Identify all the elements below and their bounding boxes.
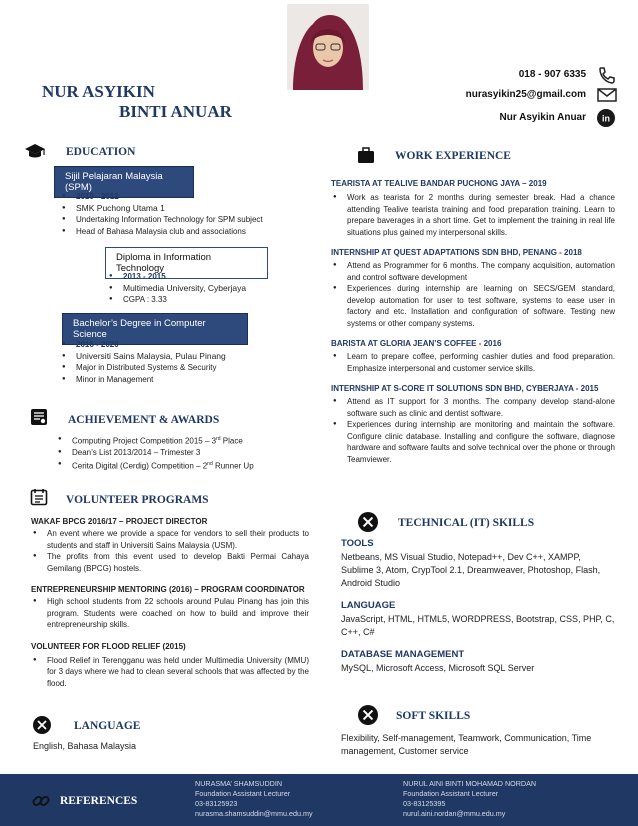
job-title: TEARISTA AT TEALIVE BANDAR PUCHONG JAYA – 2019 [331, 179, 547, 188]
job-list [331, 192, 615, 238]
language-text: English, Bahasa Malaysia [33, 741, 137, 751]
job-list [331, 351, 615, 374]
skill-group-text: JavaScript, HTML, HTML5, WORDPRESS, Bootstrap, CSS, PHP, C, C++, C# [341, 614, 615, 637]
volunteer-entry-title: WAKAF BPCG 2016/17 – PROJECT DIRECTOR [31, 517, 208, 526]
reference-role: Foundation Assistant Lecturer [403, 789, 499, 798]
graduation-cap-icon [24, 142, 46, 160]
reference-role: Foundation Assistant Lecturer [195, 789, 291, 798]
job-list [331, 260, 615, 329]
list-item: ● 2013 - 2015 [107, 271, 317, 283]
job-title: BARISTA AT GLORIA JEAN’S COFFEE - 2016 [331, 339, 502, 348]
reference-name: NURUL AINI BINTI MOHAMAD NORDAN [403, 779, 537, 788]
skill-group-text: Netbeans, MS Visual Studio, Notepad++, Dev C++, XAMPP, Sublime 3, Atom, CrypTool 2.1, Dreamweaver, Photoshop, Flash, Android Studio [341, 552, 601, 588]
job-list [331, 396, 615, 465]
reference-phone: 03-83125923 [195, 799, 238, 808]
reference-phone: 03-83125395 [403, 799, 446, 808]
language-heading: LANGUAGE [74, 720, 141, 732]
contact-phone: 018 - 907 6335 [518, 69, 586, 80]
list-item: ● Dean’s List 2013/2014 – Trimester 3 [56, 447, 316, 459]
certificate-icon [30, 408, 48, 426]
list-item: ● SMK Puchong Utama 1 [60, 203, 310, 215]
volunteer-list [31, 528, 309, 574]
list-item: ● Work as tearista for 2 months during semester break. Had a chance attending Tealive tearista training and food preparation training. Learn to prepare baverages in a short time. Get to implement the training in real life situations plus gained my interpersonal skills. [331, 192, 615, 238]
list-item: ● Major in Distributed Systems & Security [60, 362, 310, 374]
education-list-diploma [107, 271, 317, 306]
list-item: ● High school students from 22 schools around Pulau Pinang has join this program. Students were coached on how to build and improve their entrepreneurship skills. [31, 596, 309, 631]
list-item: ● Attend as Programmer for 6 months. The company acquisition, automation and control software development [331, 260, 615, 283]
tools-icon [358, 705, 376, 723]
list-item: ● Multimedia University, Cyberjaya [107, 283, 317, 295]
job-title: INTERNSHIP AT QUEST ADAPTATIONS SDN BHD, PENANG - 2018 [331, 248, 582, 257]
soft-skills-heading: SOFT SKILLS [396, 710, 471, 722]
list-item: ● Undertaking Information Technology for SPM subject [60, 214, 310, 226]
reference-card [403, 779, 536, 819]
technical-section [341, 538, 615, 675]
tools-icon [358, 512, 376, 530]
list-item: ● Minor in Management [60, 374, 310, 386]
list-item: ● Learn to prepare coffee, performing cashier duties and food preparation. Emphasize interpersonal and customer service skills. [331, 351, 615, 374]
contact-linkedin[interactable]: Nur Asyikin Anuar [499, 112, 586, 123]
skill-group-text: MySQL, Microsoft Access, Microsoft SQL Server [341, 663, 535, 673]
list-item: ● Attend as IT support for 3 months. The company develop stand-alone software such as clinic and dentist software. [331, 396, 615, 419]
list-item: ● Head of Bahasa Malaysia club and associations [60, 226, 310, 238]
briefcase-icon [357, 146, 375, 164]
list-item: ● 2016 - 2020 [60, 339, 310, 351]
list-item: ● CGPA : 3.33 [107, 294, 317, 306]
skill-group-title: DATABASE MANAGEMENT [341, 649, 465, 660]
name-first: NUR ASYIKIN [42, 82, 155, 101]
soft-skills-text: Flexibility, Self-management, Teamwork, Communication, Time management, Customer service [341, 733, 592, 756]
job-title: INTERNSHIP AT S-CORE IT SOLUTIONS SDN BHD, CYBERJAYA - 2015 [331, 384, 599, 393]
reference-email[interactable]: nurasma.shamsuddin@mmu.edu.my [195, 809, 313, 818]
phone-icon [597, 66, 617, 82]
references-heading: REFERENCES [60, 795, 138, 807]
list-item: ● Experiences during internship are monitoring and maintain the software. Configure clinic database. Installing and configure the software, diagnose hardware and software faults and solve technical over the phone or through Teamviewer. [331, 419, 615, 465]
reference-name: NURASMA’ SHAMSUDDIN [195, 779, 283, 788]
tools-icon [33, 716, 51, 734]
list-item: ● An event where we provide a space for vendors to sell their products to students and staff in Universiti Sains Malaysia (USM). [31, 528, 309, 551]
list-item: ● Computing Project Competition 2015 – 3rd Place [56, 434, 316, 447]
skill-group-title: TOOLS [341, 538, 374, 549]
list-item: ● Flood Relief in Terengganu was held under Multimedia University (MMU) for 3 days where we had to clean several schools that was affected by the flood. [31, 655, 309, 690]
envelope-icon [597, 88, 617, 104]
list-item: ● Cerita Digital (Cerdig) Competition – 2nd Runner Up [56, 459, 316, 472]
technical-heading: TECHNICAL (IT) SKILLS [398, 517, 535, 529]
list-item: ● The profits from this event used to develop Bakti Permai Cahaya Gemilang (BPCG) hostels. [31, 551, 309, 574]
calendar-checklist-icon [30, 488, 48, 506]
linkedin-icon[interactable] [597, 109, 617, 125]
work-heading: WORK EXPERIENCE [395, 150, 511, 162]
volunteer-heading: VOLUNTEER PROGRAMS [66, 494, 209, 506]
reference-email[interactable]: nurul.aini.nordan@mmu.edu.my [403, 809, 506, 818]
education-label-spm: Sijil Pelajaran Malaysia (SPM) [54, 166, 194, 198]
achievement-list [56, 434, 316, 472]
volunteer-entry-title: ENTREPRENEURSHIP MENTORING (2016) – PROGRAM COORDINATOR [31, 585, 305, 594]
list-item: ● 2010 - 2012 [60, 191, 310, 203]
contact-email[interactable]: nurasyikin25@gmail.com [465, 89, 586, 100]
link-icon [32, 792, 50, 810]
education-label-bachelor: Bachelor’s Degree in Computer Science [62, 313, 248, 345]
volunteer-list [31, 655, 309, 690]
education-list-bachelor [60, 339, 310, 385]
profile-photo [287, 4, 369, 90]
svg-text:in: in [602, 113, 610, 124]
volunteer-list [31, 596, 309, 631]
education-heading: EDUCATION [66, 146, 136, 158]
achievement-heading: ACHIEVEMENT & AWARDS [68, 414, 220, 426]
education-label-diploma: Diploma in Information Technology [105, 247, 268, 279]
volunteer-entry-title: VOLUNTEER FOR FLOOD RELIEF (2015) [31, 641, 186, 651]
reference-card [195, 779, 313, 819]
volunteer-section [31, 516, 309, 689]
work-section [331, 178, 615, 465]
education-list-spm [60, 191, 310, 237]
skill-group-title: LANGUAGE [341, 600, 396, 611]
list-item: ● Universiti Sains Malaysia, Pulau Pinang [60, 351, 310, 363]
list-item: ● Experiences during internship are learning on SECS/GEM standard, develop automation for user to test software, systems to ease user in factory and etc. Installation and configuration of software. Testing new systems or other company systems. [331, 283, 615, 329]
name-last: BINTI ANUAR [119, 102, 232, 121]
